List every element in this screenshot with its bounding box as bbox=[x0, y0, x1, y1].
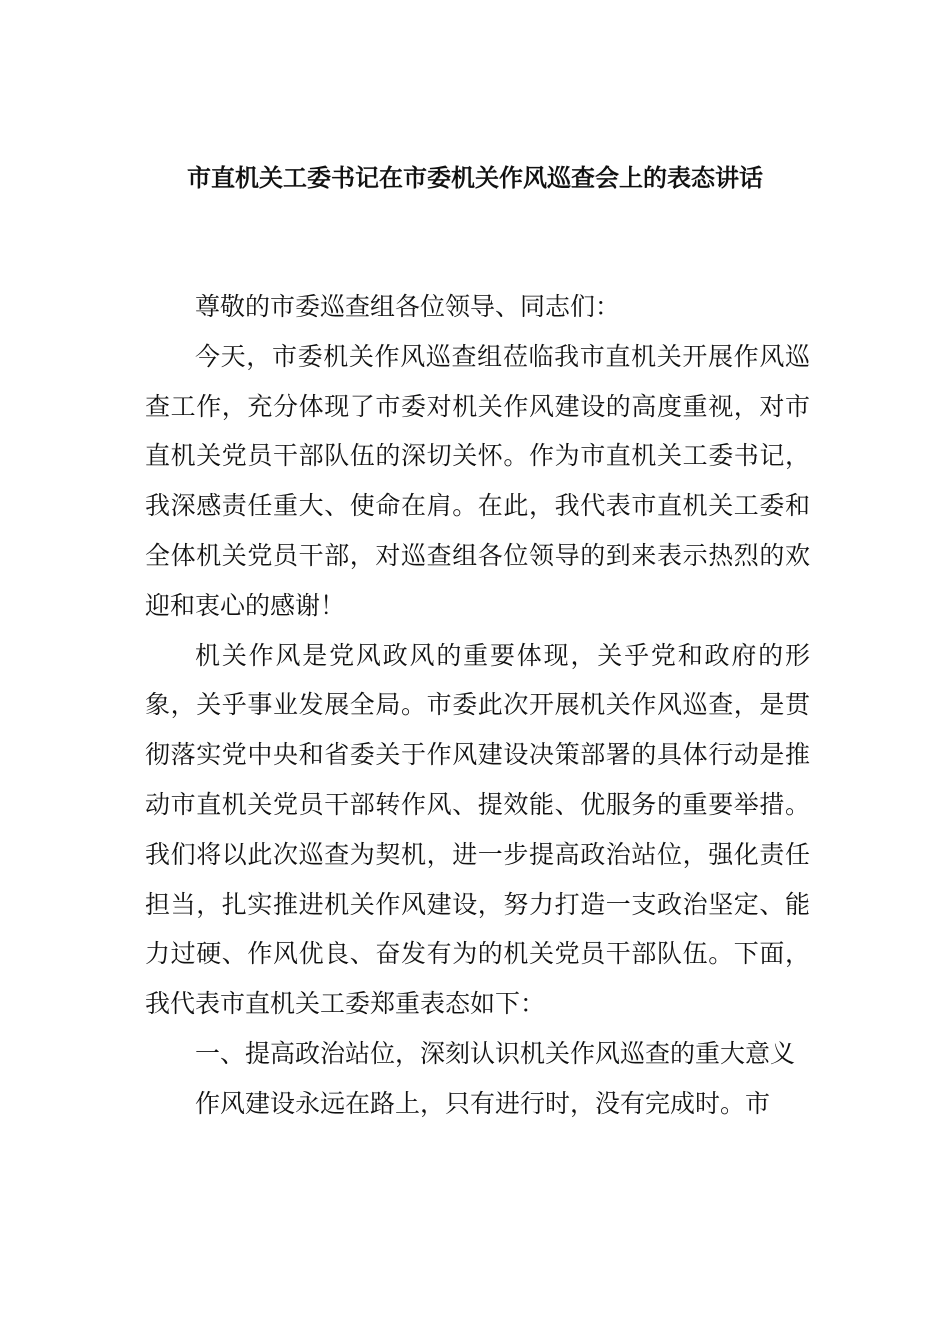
document-body bbox=[145, 282, 810, 1129]
section-heading-1: 一、提高政治站位，深刻认识机关作风巡查的重大意义 bbox=[195, 1038, 796, 1068]
document-title: 市直机关工委书记在市委机关作风巡查会上的表态讲话 bbox=[187, 164, 763, 192]
paragraph-significance: 机关作风是党风政风的重要体现，关乎党和政府的形象，关乎事业发展全局。市委此次开展机关作风巡查，是贯彻落实党中央和省委关于作风建设决策部署的具体行动是推动市直机关党员干部转作风、提效能、优服务的重要举措。我们将以此次巡查为契机，进一步提高政治站位，强化责任担当，扎实推进机关作风建设，努力打造一支政治坚定、能力过硬、作风优良、奋发有为的机关党员干部队伍。下面，我代表市直机关工委郑重表态如下： bbox=[145, 640, 810, 1019]
paragraph-salutation: 尊敬的市委巡查组各位领导、同志们： bbox=[195, 292, 621, 321]
paragraph-section-1-start: 作风建设永远在路上，只有进行时，没有完成时。市 bbox=[195, 1088, 771, 1118]
paragraph-opening: 今天，市委机关作风巡查组莅临我市直机关开展作风巡查工作，充分体现了市委对机关作风建设的高度重视，对市直机关党员干部队伍的深切关怀。作为市直机关工委书记，我深感责任重大、使命在肩。在此，我代表市直机关工委和全体机关党员干部，对巡查组各位领导的到来表示热烈的欢迎和衷心的感谢！ bbox=[145, 341, 810, 620]
